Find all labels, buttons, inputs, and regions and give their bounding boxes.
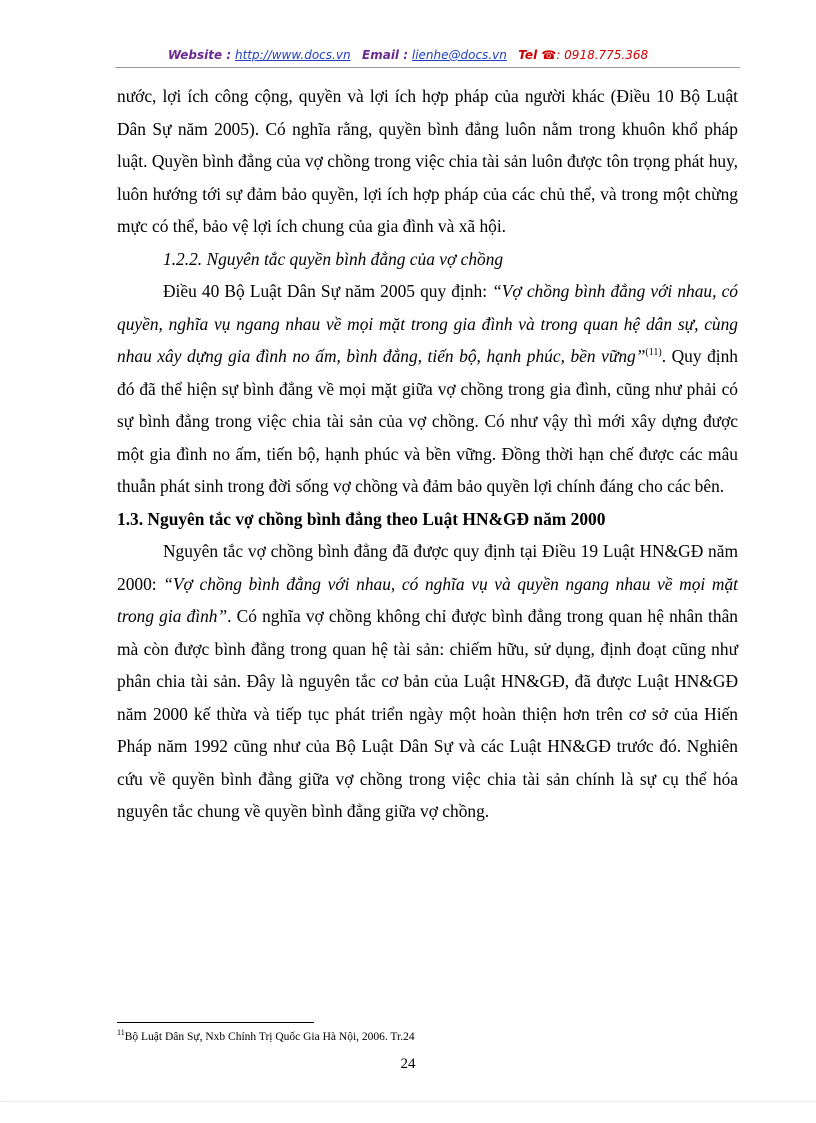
footnote-reference: (11) bbox=[645, 347, 662, 359]
paragraph-3-start: Nguyên tắc vợ chồng bình đẳng đã được quy định tại Điều 19 Luật HN&GĐ năm 2000: bbox=[117, 541, 738, 594]
page-header bbox=[0, 48, 816, 62]
website-link[interactable]: http://www.docs.vn bbox=[234, 48, 351, 62]
paragraph-2-end: . Quy định đó đã thể hiện sự bình đẳng về mọi mặt giữa vợ chồng trong gia đình, cũng như phải có sự bình đẳng trong việc chia tài sản của vợ chồng. Có như vậy thì mới xây dựng được một gia đình no ấm, tiến bộ, hạnh phúc và bền vững. Đồng thời hạn chế được các mâu thuẫn phát sinh trong đời sống vợ chồng và đảm bảo quyền lợi chính đáng cho các bên. bbox=[117, 346, 738, 496]
email-link[interactable]: lienhe@docs.vn bbox=[411, 48, 507, 62]
paragraph-2 bbox=[117, 275, 738, 503]
paragraph-3 bbox=[117, 535, 738, 828]
paragraph-3-end: . Có nghĩa vợ chồng không chỉ được bình đẳng trong quan hệ nhân thân mà còn được bình đẳng trong quan hệ tài sản: chiếm hữu, sử dụng, định đoạt cũng như phân chia tài sản. Đây là nguyên tắc cơ bản của Luật HN&GĐ, đã được Luật HN&GĐ năm 2000 kế thừa và tiếp tục phát triển ngày một hoàn thiện hơn trên cơ sở của Hiến Pháp năm 1992 cũng như của Bộ Luật Dân Sự và các Luật HN&GĐ trước đó. Nghiên cứu về quyền bình đẳng giữa vợ chồng trong việc chia tài sản chính là sự cụ thể hóa nguyên tắc chung về quyền bình đẳng giữa vợ chồng. bbox=[117, 606, 738, 821]
email-separator: : bbox=[399, 48, 409, 62]
page-number: 24 bbox=[400, 1056, 416, 1072]
section-heading: 1.3. Nguyên tắc vợ chồng bình đẳng theo Luật HN&GĐ năm 2000 bbox=[117, 508, 606, 529]
subsection-heading: 1.2.2. Nguyên tắc quyền bình đẳng của vợ chồng bbox=[163, 248, 504, 269]
paragraph-3-quote: “Vợ chồng bình đẳng với nhau, có nghĩa vụ và quyền ngang nhau về mọi mặt trong gia đình” bbox=[117, 573, 738, 626]
paragraph-1: nước, lợi ích công cộng, quyền và lợi ích hợp pháp của người khác (Điều 10 Bộ Luật Dân Sự năm 2005). Có nghĩa rằng, quyền bình đẳng luôn nằm trong khuôn khổ pháp luật. Quyền bình đẳng của vợ chồng trong việc chia tài sản luôn được tôn trọng phát huy, luôn hướng tới sự đảm bảo quyền, lợi ích hợp pháp của các chủ thể, và trong một chừng mực có thể, bảo vệ lợi ích chung của gia đình và xã hội. bbox=[117, 86, 738, 236]
page-bottom-border bbox=[0, 1101, 816, 1102]
header-divider bbox=[115, 67, 740, 68]
phone-number: : 0918.775.368 bbox=[556, 48, 649, 62]
footnote-number: 11 bbox=[117, 1028, 125, 1038]
website-label: Website : bbox=[167, 48, 232, 62]
footnote-text: Bộ Luật Dân Sự, Nxb Chính Trị Quốc Gia Hà Nội, 2006. Tr.24 bbox=[124, 1031, 415, 1043]
paragraph-2-start: Điều 40 Bộ Luật Dân Sự năm 2005 quy định: bbox=[163, 281, 493, 301]
paragraph-2-quote: “Vợ chồng bình đẳng với nhau, có quyền, nghĩa vụ ngang nhau về mọi mặt trong gia đình và trong quan hệ dân sự, cùng nhau xây dựng gia đình no ấm, bình đẳng, tiến bộ, hạnh phúc, bền vững” bbox=[117, 281, 738, 366]
phone-label: Tel ☎ bbox=[518, 48, 557, 62]
page-body bbox=[117, 80, 738, 828]
footnote bbox=[117, 1028, 415, 1043]
email-label: Email bbox=[362, 48, 400, 62]
footnote-divider bbox=[117, 1022, 314, 1023]
